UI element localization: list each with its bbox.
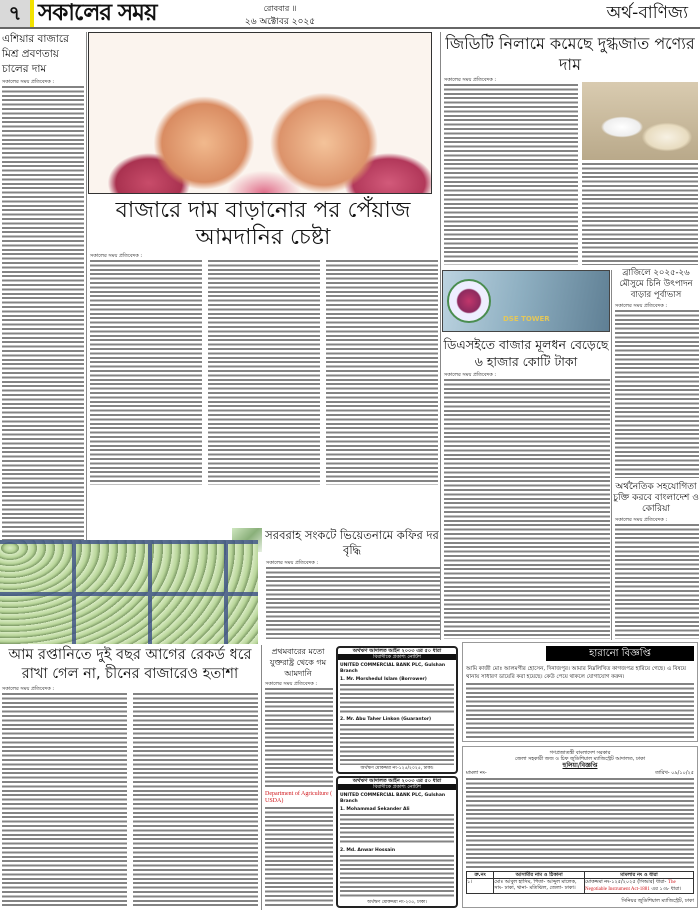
sugar-body-text xyxy=(615,310,699,478)
dairy-headline: জিডিটি নিলামে কমেছে দুগ্ধজাত পণ্যের দাম xyxy=(445,34,695,74)
legal-notice-1-person1: 1. Mr. Morshedul Islam (Borrower) xyxy=(340,677,427,682)
table-cell: মোঃ আবুল হাসিম, পিতা- আব্দুল মালেক, সাং- ঢাকা, থানা- মতিঝিল, জেলা- ঢাকা। xyxy=(494,879,585,894)
coffee-headline: সরবরাহ সংকটে ভিয়েতনামে কফির দর বৃদ্ধি xyxy=(265,528,439,557)
dairy-body-left xyxy=(444,84,578,265)
onion-headline: বাজারে দাম বাড়ানোর পর পেঁয়াজ আমদানির চেষ্টা xyxy=(115,198,411,250)
wheat-body-text-bottom xyxy=(265,807,333,908)
wheat-byline: সকালের সময় প্রতিবেদক : xyxy=(265,681,318,687)
crate-pattern xyxy=(0,540,258,644)
case-number: মোকদ্দমা নং-১২৫/২০২৫ (সিআর) ধারা- xyxy=(585,879,667,885)
column-rule xyxy=(440,32,441,640)
act-name: The Negotiable Instrument Act-1881 xyxy=(585,880,676,892)
legal-notice-1-title: অর্থঋণ আদালত আইন ২০০৩ এর ৫০ ধারা xyxy=(352,648,442,654)
court-notice-title: হুলিয়া/বিজ্ঞপ্তি xyxy=(562,762,598,769)
column-rule xyxy=(611,270,612,640)
section-title: অর্থ-বাণিজ্য xyxy=(606,3,688,23)
sugar-article xyxy=(613,268,699,478)
legal-notice-1-text xyxy=(340,684,454,714)
lost-notice-text xyxy=(466,683,694,738)
court-notice-date: তারিখ- ০৯/১০/২৫ xyxy=(655,770,694,776)
coffee-article xyxy=(264,528,440,639)
column-rule xyxy=(261,645,262,910)
mango-body-col2 xyxy=(133,693,258,908)
dse-tower-sign: DSE TOWER xyxy=(503,315,550,323)
legal-notice-1 xyxy=(336,646,458,774)
court-notice-table xyxy=(466,871,694,894)
table-header: আসামীর নাম ও ঠিকানা xyxy=(494,872,585,879)
legal-notice-1-subtitle: বিবাদীকে প্রকাশ্য নোটিশ xyxy=(338,654,456,660)
issue-date: ২৬ অক্টোবর ২০২৫ xyxy=(244,17,316,27)
legal-notice-2-person2: 2. Md. Anwar Hossain xyxy=(340,848,396,854)
legal-notice-2-text xyxy=(340,814,454,845)
column-rule xyxy=(86,32,87,540)
table-cell xyxy=(585,879,694,894)
legal-notice-1-text2 xyxy=(340,724,454,765)
wheat-headline: প্রথমবারের মতো যুক্তরাষ্ট্র থেকে গম আমদানি xyxy=(269,647,327,678)
legal-notice-1-ending: অর্থঋণ মোকদ্দমা নং-১২৫/২০২৫, ঢাকা। xyxy=(360,766,434,771)
court-notice-text xyxy=(466,778,694,868)
coffee-body-text xyxy=(266,567,440,639)
sugar-byline: সকালের সময় প্রতিবেদক : xyxy=(615,303,668,309)
court-notice-meta xyxy=(466,770,694,776)
table-row xyxy=(467,879,694,894)
rice-article xyxy=(2,32,84,540)
rice-body-text xyxy=(2,86,84,540)
onion-body-col3 xyxy=(326,260,438,485)
legal-notice-2-ending: অর্থঋণ মোকদ্দমা নং-২০৫, ঢাকা। xyxy=(367,900,427,905)
wheat-usda-highlight: Department of Agriculture ( USDA) xyxy=(265,791,333,804)
lost-notice-body: আমি কাজী মোঃ আলমগীর হোসেন, দিনাজপুর। আমার নিম্নলিখিত কাগজপত্র হারিয়ে গেছে। এ বিষয়ে থানায় সাধারণ ডায়েরি করা হয়েছে। কেউ পেয়ে থাকলে যোগাযোগ করুন। xyxy=(466,666,687,680)
mango-body-columns xyxy=(0,693,260,908)
legal-notice-2-person1: 1. Mohammad Sekander Ali xyxy=(340,807,410,812)
onion-photo xyxy=(88,32,432,194)
header-rule xyxy=(0,27,700,29)
korea-headline: অর্থনৈতিক সহযোগিতা চুক্তি করবে বাংলাদেশ ও কোরিয়া xyxy=(613,482,699,514)
rice-byline: সকালের সময় প্রতিবেদক : xyxy=(2,79,55,85)
legal-notice-1-person2: 2. Mr. Abu Taher Linkon (Guarantor) xyxy=(340,716,432,722)
lost-notice-title: হারানো বিজ্ঞপ্তি xyxy=(546,646,694,661)
mango-photo xyxy=(0,540,258,644)
wheat-article xyxy=(263,646,333,908)
issue-day: রোববার ॥ xyxy=(263,4,297,13)
onion-article xyxy=(88,197,438,485)
legal-notice-2-subtitle: বিবাদীকে প্রকাশ্য নোটিশ xyxy=(338,784,456,790)
onion-body-columns xyxy=(88,260,438,485)
lost-notice xyxy=(462,642,698,742)
court-notice-gov: গণপ্রজাতন্ত্রী বাংলাদেশ সরকার xyxy=(549,750,611,756)
korea-article xyxy=(613,482,699,639)
mango-body-col1 xyxy=(2,693,127,908)
court-notice-office: জেলা সহকারী জজ ও চিফ জুডিশিয়াল ম্যাজিস্ট্রেট আদালত, ঢাকা xyxy=(514,756,646,762)
mango-byline: সকালের সময় প্রতিবেদক : xyxy=(2,686,55,692)
dse-tower-photo xyxy=(442,270,610,332)
dse-logo xyxy=(447,279,491,323)
dse-article xyxy=(442,336,610,639)
rice-headline: এশিয়ার বাজারে মিশ্র প্রবণতায় চালের দাম xyxy=(2,33,69,75)
legal-notice-2-title: অর্থঋণ আদালত আইন ২০০৩ এর ৫০ ধারা xyxy=(352,778,442,784)
dairy-body-right xyxy=(582,163,698,265)
court-notice-case-label: মামলা নং- xyxy=(466,770,487,776)
page-number-box: ৭ xyxy=(0,0,30,27)
legal-notice-1-bank: UNITED COMMERCIAL BANK PLC, Gulshan Branch xyxy=(340,663,446,674)
korea-body-text xyxy=(615,524,699,639)
table-cell: ১। xyxy=(467,879,494,894)
mango-headline: আম রপ্তানিতে দুই বছর আগের রেকর্ড ধরে রাখা গেল না, চীনের বাজারেও হতাশা xyxy=(8,647,252,682)
korea-byline: সকালের সময় প্রতিবেদক : xyxy=(615,517,668,523)
sugar-headline: ব্রাজিলে ২০২৫-২৬ মৌসুমে চিনি উৎপাদন বাড়ার পূর্বাভাস xyxy=(619,268,693,300)
yellow-bar xyxy=(30,0,34,27)
dse-headline: ডিএসইতে বাজার মূলধন বেড়েছে ৬ হাজার কোটি টাকা xyxy=(443,337,609,369)
table-header: মামলার নং ও ধারা xyxy=(585,872,694,879)
masthead-logo: সকালের সময় xyxy=(38,0,157,26)
onion-body-col2 xyxy=(208,260,320,485)
legal-notice-2 xyxy=(336,776,458,908)
court-notice-signature: সিনিয়র জুডিশিয়াল ম্যাজিস্ট্রেট, ঢাকা xyxy=(621,898,694,904)
dse-byline: সকালের সময় প্রতিবেদক : xyxy=(444,372,497,378)
coffee-byline: সকালের সময় প্রতিবেদক : xyxy=(266,560,319,566)
table-header: ক্র.নং xyxy=(467,872,494,879)
onion-body-col1 xyxy=(90,260,202,485)
legal-notice-2-bank: UNITED COMMERCIAL BANK PLC, Gulshan Branch xyxy=(340,793,446,804)
mango-article xyxy=(0,646,260,908)
dairy-byline: সকালের সময় প্রতিবেদক : xyxy=(444,77,497,83)
legal-notice-2-text2 xyxy=(340,855,454,899)
onion-byline: সকালের সময় প্রতিবেদক : xyxy=(90,253,143,259)
wheat-body-text-top xyxy=(265,688,333,789)
court-notice xyxy=(462,746,698,908)
act-section: এর ১৩৮ ধারা। xyxy=(651,886,682,892)
dse-body-text xyxy=(444,379,610,639)
